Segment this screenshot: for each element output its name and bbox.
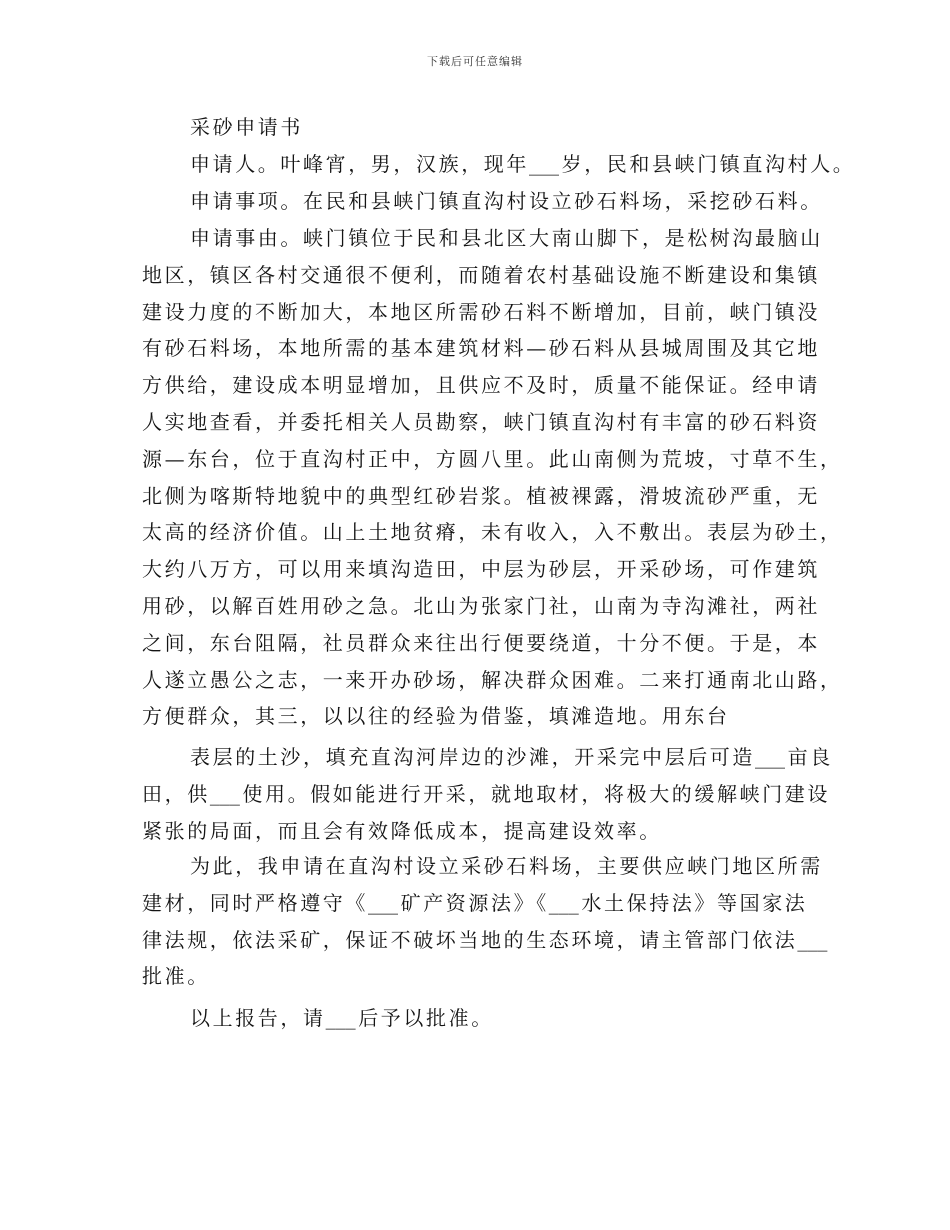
request-line: 批准。 xyxy=(142,964,210,989)
reason-line: 地区，镇区各村交通很不便利，而随着农村基础设施不断建设和集镇 xyxy=(142,262,820,287)
reason-line: 之间，东台阻隔，社员群众来往出行便要绕道，十分不便。于是，本 xyxy=(142,630,820,655)
blank-field: ___ xyxy=(797,927,828,952)
reason-line: 人实地查看，并委托相关人员勘察，峡门镇直沟村有丰富的砂石料资 xyxy=(142,409,820,434)
request-line: 为此，我申请在直沟村设立采砂石料场，主要供应峡门地区所需 xyxy=(190,854,823,878)
blank-field: ___ xyxy=(548,890,579,915)
reason-line: 源—东台，位于直沟村正中，方圆八里。此山南侧为荒坡，寸草不生， xyxy=(142,446,843,471)
applicant-line: 申请人。叶峰宵，男，汉族，现年___ 岁，民和县峡门镇直沟村人。 xyxy=(190,152,856,176)
reason-line: 北侧为喀斯特地貌中的典型红砂岩浆。植被裸露，滑坡流砂严重，无 xyxy=(142,483,820,508)
reason-line: 用砂，以解百姓用砂之急。北山为张家门社，山南为寺沟滩社，两社 xyxy=(142,593,820,618)
request-line: 律法规，依法采矿，保证不破坏当地的生态环境，请主管部门依法___ xyxy=(142,927,828,952)
reason-line: 申请事由。峡门镇位于民和县北区大南山脚下，是松树沟最脑山 xyxy=(190,226,823,250)
paragraph-continuation xyxy=(142,739,902,849)
request-line: 建材，同时严格遵守《___ 矿产资源法》《___ 水土保持法》等国家法 xyxy=(142,890,808,915)
reason-line: 人遂立愚公之志，一来开办砂场，解决群众困难。二来打通南北山路， xyxy=(142,667,843,692)
paragraph-matter xyxy=(142,183,902,220)
paragraph-closing xyxy=(142,1000,902,1037)
header-note: 下载后可任意编辑 xyxy=(427,55,523,68)
reason-line: 太高的经济价值。山上土地贫瘠，未有收入，入不敷出。表层为砂土， xyxy=(142,520,843,545)
continuation-line: 田，供___ 使用。假如能进行开采，就地取材，将极大的缓解峡门建设 xyxy=(142,781,831,806)
reason-line: 大约八万方，可以用来填沟造田，中层为砂层，开采砂场，可作建筑 xyxy=(142,557,820,582)
blank-field: ___ xyxy=(755,745,785,769)
paragraph-applicant xyxy=(142,146,902,183)
reason-line: 有砂石料场，本地所需的基本建筑材料—砂石料从县城周围及其它地 xyxy=(142,336,820,361)
document-title: 采砂申请书 xyxy=(190,115,303,139)
reason-line: 方供给，建设成本明显增加，且供应不及时，质量不能保证。经申请 xyxy=(142,373,820,398)
continuation-line: 紧张的局面，而且会有效降低成本，提高建设效率。 xyxy=(142,818,662,843)
blank-field: ___ xyxy=(368,890,398,915)
title-block xyxy=(142,109,902,146)
blank-field: ___ xyxy=(529,152,559,176)
blank-field: ___ xyxy=(325,1006,356,1030)
matter-line: 申请事项。在民和县峡门镇直沟村设立砂石料场，采挖砂石料。 xyxy=(190,189,823,213)
reason-line: 方便群众，其三，以以往的经验为借鉴，填滩造地。用东台 xyxy=(142,704,730,729)
paragraph-request xyxy=(142,848,902,995)
reason-line: 建设力度的不断加大，本地区所需砂石料不断增加，目前，峡门镇没 xyxy=(142,299,820,324)
paragraph-reason xyxy=(142,220,902,735)
blank-field: ___ xyxy=(209,781,240,806)
continuation-line: 表层的土沙，填充直沟河岸边的沙滩，开采完中层后可造___ 亩良 xyxy=(190,745,833,769)
closing-line: 以上报告，请___ 后予以批准。 xyxy=(190,1006,494,1030)
